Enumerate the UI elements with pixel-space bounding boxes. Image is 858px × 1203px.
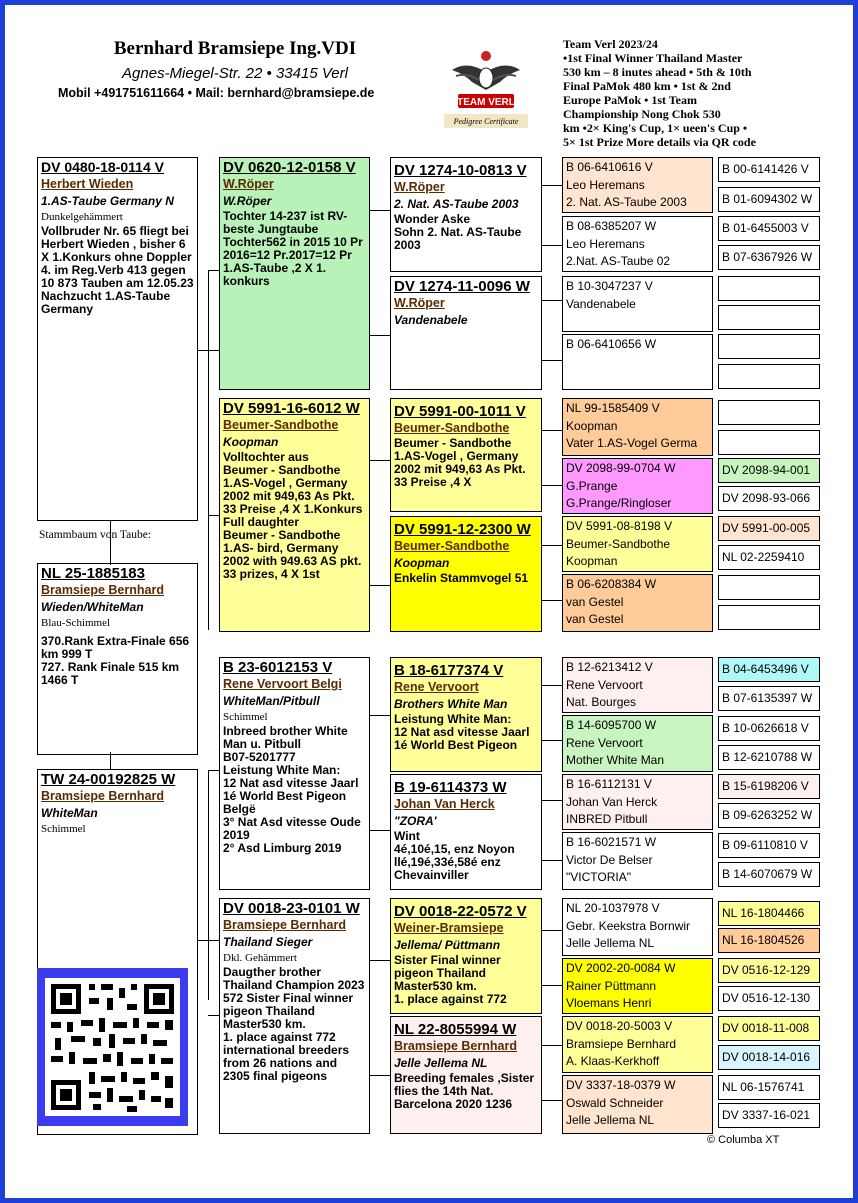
- owner: Beumer-Sandbothe: [394, 539, 510, 553]
- gen3-box-7[interactable]: [390, 898, 542, 1014]
- ring-number: DV 5991-16-6012 W: [223, 400, 360, 417]
- gen5-box-20[interactable]: B 12-6210788 W: [718, 745, 820, 770]
- pigeon-description: Enkelin Stammvogel 51: [394, 571, 529, 585]
- ring-number: DV 5991-00-1011 V: [394, 403, 526, 420]
- pigeon-description: Wonder Aske Sohn 2. Nat. AS-Taube 2003: [394, 212, 522, 252]
- breeder-name: Bernhard Bramsiepe Ing.VDI: [113, 38, 357, 59]
- owner: Bramsiepe Bernhard: [41, 583, 164, 597]
- gen4-box-1[interactable]: B 06-6410616 V Leo Heremans 2. Nat. AS-Taube 2003: [562, 157, 713, 213]
- pigeon-name: WhiteMan: [41, 806, 98, 820]
- pigeon-name: Koopman: [223, 435, 279, 449]
- pigeon-name: Wieden/WhiteMan: [41, 600, 144, 614]
- pigeon-description: Wint 4é,10é,15, enz Noyon llé,19é,33é,58é enz Chevainviller: [394, 829, 515, 882]
- gen2-box-3[interactable]: [219, 657, 370, 890]
- gen3-box-4[interactable]: [390, 516, 542, 632]
- owner: W.Röper: [394, 180, 445, 194]
- gen4-box-3[interactable]: B 10-3047237 V Vandenabele: [562, 276, 713, 332]
- team-verl-logo: [442, 42, 530, 130]
- copyright-text: © Columba XT: [707, 1134, 780, 1146]
- gen3-box-1[interactable]: [390, 157, 542, 272]
- owner: W.Röper: [223, 177, 274, 191]
- pigeon-name: 1.AS-Taube Germany N: [41, 194, 174, 208]
- ring-number: B 23-6012153 V: [223, 659, 333, 676]
- ring-number: TW 24-00192825 W: [41, 771, 176, 788]
- pigeon-name: Thailand Sieger: [223, 935, 313, 949]
- gen5-box-15[interactable]: [718, 575, 820, 600]
- gen4-box-10[interactable]: B 14-6095700 W Rene Vervoort Mother White Man: [562, 715, 713, 772]
- gen5-box-9[interactable]: [718, 400, 820, 425]
- gen4-box-6[interactable]: DV 2098-99-0704 W G.Prange G.Prange/Ringloser: [562, 458, 713, 514]
- gen4-box-7[interactable]: DV 5991-08-8198 V Beumer-Sandbothe Koopman: [562, 516, 713, 572]
- pigeon-description: Inbreed brother White Man u. Pitbull B07-5201777 Leistung White Man: 12 Nat asd vitesse Jaarl 1é World Best Pigeon Belgë 3° Nat Asd vitesse Oude 2019 2° Asd Limburg 2019: [223, 724, 361, 855]
- gen5-box-12[interactable]: DV 2098-93-066: [718, 486, 820, 511]
- owner: Weiner-Bramsiepe: [394, 921, 504, 935]
- gen5-box-19[interactable]: B 10-0626618 V: [718, 716, 820, 741]
- pigeon-color: Blau-Schimmel: [41, 617, 111, 629]
- gen5-box-26[interactable]: NL 16-1804526: [718, 928, 820, 953]
- gen5-box-18[interactable]: B 07-6135397 W: [718, 686, 820, 711]
- gen4-box-15[interactable]: DV 0018-20-5003 V Bramsiepe Bernhard A. Klaas-Kerkhoff: [562, 1016, 713, 1073]
- sire-box[interactable]: [37, 157, 198, 521]
- gen5-box-25[interactable]: NL 16-1804466: [718, 901, 820, 926]
- owner: Johan Van Herck: [394, 797, 495, 811]
- pigeon-description: Leistung White Man: 12 Nat asd vitesse Jaarl 1é World Best Pigeon: [394, 712, 530, 752]
- pigeon-description: 370.Rank Extra-Finale 656 km 999 T 727. Rank Finale 515 km 1466 T: [41, 634, 190, 687]
- breeder-address: Agnes-Miegel-Str. 22 • 33415 Verl: [122, 65, 348, 82]
- breeder-contact: Mobil +491751611664 • Mail: bernhard@bramsiepe.de: [58, 86, 375, 100]
- gen5-box-4[interactable]: B 07-6367926 W: [718, 245, 820, 270]
- gen4-box-2[interactable]: B 08-6385207 W Leo Heremans 2.Nat. AS-Taube 02: [562, 216, 713, 272]
- pigeon-description: Volltochter aus Beumer - Sandbothe 1.AS-Vogel , Germany 2002 mit 949,63 As Pkt. 33 Preise ,4 X 1.Konkurs Full daughter Beumer - Sandbothe 1.AS- bird, Germany 2002 with 949.63 AS pkt. 33 prizes, 4 X 1st: [223, 450, 363, 581]
- gen4-box-8[interactable]: B 06-6208384 W van Gestel van Gestel: [562, 574, 713, 632]
- ring-number: NL 22-8055994 W: [394, 1021, 517, 1038]
- gen3-box-6[interactable]: [390, 774, 542, 890]
- pigeon-description: Breeding females ,Sister flies the 14th Nat. Barcelona 2020 1236: [394, 1071, 535, 1111]
- ring-number: DV 0480-18-0114 V: [41, 159, 164, 175]
- pigeon-description: Sister Final winner pigeon Thailand Master530 km. 1. place against 772: [394, 953, 507, 1006]
- gen5-box-32[interactable]: DV 3337-16-021: [718, 1103, 820, 1128]
- gen4-box-12[interactable]: B 16-6021571 W Victor De Belser "VICTORIA": [562, 832, 713, 890]
- gen5-box-2[interactable]: B 01-6094302 W: [718, 187, 820, 212]
- gen4-box-9[interactable]: B 12-6213412 V Rene Vervoort Nat. Bourges: [562, 657, 713, 713]
- owner: Bramsiepe Bernhard: [223, 918, 346, 932]
- gen4-box-13[interactable]: NL 20-1037978 V Gebr. Keekstra Bornwir Jelle Jellema NL: [562, 898, 713, 956]
- pigeon-color: Dunkelgehämmert: [41, 211, 123, 223]
- pigeon-color: Dkl. Gehämmert: [223, 952, 297, 964]
- ring-number: DV 1274-10-0813 V: [394, 162, 527, 179]
- pigeon-name: Brothers White Man: [394, 697, 508, 711]
- pigeon-name: Jelle Jellema NL: [394, 1056, 488, 1070]
- ring-number: DV 0018-22-0572 V: [394, 903, 527, 920]
- pigeon-description: Daugther brother Thailand Champion 2023 572 Sister Final winner pigeon Thailand Master530 km. 1. place against 772 international breeders from 26 nations and 2305 final pigeons: [223, 965, 365, 1083]
- gen5-box-1[interactable]: B 00-6141426 V: [718, 157, 820, 182]
- gen2-box-2[interactable]: [219, 398, 370, 632]
- gen3-box-5[interactable]: [390, 657, 542, 772]
- pigeon-name: Koopman: [394, 556, 450, 570]
- ring-number: B 18-6177374 V: [394, 662, 504, 679]
- owner: Beumer-Sandbothe: [223, 418, 339, 432]
- pigeon-color: Schimmel: [41, 823, 86, 835]
- ring-number: DV 0620-12-0158 V: [223, 159, 356, 176]
- gen5-box-10[interactable]: [718, 430, 820, 455]
- pigeon-name: "ZORA': [394, 814, 437, 828]
- gen5-box-21[interactable]: B 15-6198206 V: [718, 774, 820, 799]
- gen4-box-11[interactable]: B 16-6112131 V Johan Van Herck INBRED Pitbull: [562, 774, 713, 830]
- owner: Herbert Wieden: [41, 177, 134, 191]
- ring-number: DV 5991-12-2300 W: [394, 521, 531, 538]
- gen4-box-16[interactable]: DV 3337-18-0379 W Oswald Schneider Jelle Jellema NL: [562, 1075, 713, 1134]
- gen5-box-6[interactable]: [718, 305, 820, 330]
- gen5-box-29[interactable]: DV 0018-11-008: [718, 1016, 820, 1041]
- logo-text: TEAM VERL: [457, 97, 515, 108]
- pigeon-description: Beumer - Sandbothe 1.AS-Vogel , Germany 2002 mit 949,63 As Pkt. 33 Preise ,4 X: [394, 436, 526, 489]
- owner: Rene Vervoort: [394, 680, 479, 694]
- gen5-box-14[interactable]: NL 02-2259410: [718, 545, 820, 570]
- stammbaum-label: Stammbaum von Taube:: [39, 529, 152, 541]
- owner: Rene Vervoort Belgi: [223, 677, 342, 691]
- pigeon-name: WhiteMan/Pitbull: [223, 694, 320, 708]
- gen5-box-16[interactable]: [718, 605, 820, 630]
- owner: W.Röper: [394, 296, 445, 310]
- gen5-box-23[interactable]: B 09-6110810 V: [718, 833, 820, 858]
- gen5-box-31[interactable]: NL 06-1576741: [718, 1075, 820, 1100]
- gen4-box-4[interactable]: B 06-6410656 W: [562, 334, 713, 390]
- gen3-box-2[interactable]: [390, 276, 542, 390]
- gen5-box-3[interactable]: B 01-6455003 V: [718, 216, 820, 241]
- gen5-box-30[interactable]: DV 0018-14-016: [718, 1045, 820, 1070]
- gen5-box-24[interactable]: B 14-6070679 W: [718, 862, 820, 887]
- pigeon-description: Vollbruder Nr. 65 fliegt bei Herbert Wieden , bisher 6 X 1.Konkurs ohne Doppler 4. im Reg.Verb 413 gegen 10 873 Tauben am 12.05.23 Nachzucht 1.AS-Taube Germany: [41, 224, 194, 316]
- pigeon-name: W.Röper: [223, 194, 272, 208]
- gen5-box-17[interactable]: B 04-6453496 V: [718, 657, 820, 682]
- pigeon-description: Tochter 14-237 ist RV-beste Jungtaube Tochter562 in 2015 10 Pr 2016=12 Pr.2017=12 Pr 1.AS-Taube ,2 X 1. konkurs: [223, 209, 363, 288]
- gen5-box-27[interactable]: DV 0516-12-129: [718, 958, 820, 983]
- gen3-box-8[interactable]: [390, 1016, 542, 1134]
- gen4-box-5[interactable]: NL 99-1585409 V Koopman Vater 1.AS-Vogel Germa: [562, 398, 713, 456]
- pigeon-name: 2. Nat. AS-Taube 2003: [394, 197, 519, 211]
- qr-code[interactable]: [37, 968, 188, 1126]
- pigeon-name: Jellema/ Püttmann: [394, 938, 501, 952]
- announcement-text: Team Verl 2023/24 •1st Final Winner Thailand Master 530 km – 8 inutes ahead • 5th & 10th Final PaMok 480 km • 1st & 2nd Europe PaMok • 1st Team Championship Nong Chok 530 km •2× King's Cup, 1× ueen's Cup • 5× 1st Prize More details via QR code: [563, 37, 756, 149]
- owner: Beumer-Sandbothe: [394, 421, 510, 435]
- ring-number: DV 0018-23-0101 W: [223, 900, 360, 917]
- ring-number: DV 1274-11-0096 W: [394, 278, 530, 295]
- gen5-box-22[interactable]: B 09-6263252 W: [718, 803, 820, 828]
- gen5-box-28[interactable]: DV 0516-12-130: [718, 986, 820, 1011]
- gen2-box-1[interactable]: [219, 157, 370, 390]
- gen5-box-8[interactable]: [718, 364, 820, 389]
- owner: Bramsiepe Bernhard: [394, 1039, 517, 1053]
- pigeon-name: Vandenabele: [394, 313, 468, 327]
- ring-number: NL 25-1885183: [41, 565, 145, 582]
- ring-number: B 19-6114373 W: [394, 779, 507, 796]
- gen5-box-5[interactable]: [718, 276, 820, 301]
- pigeon-color: Schimmel: [223, 711, 268, 723]
- gen4-box-14[interactable]: DV 2002-20-0084 W Rainer Püttmann Vloemans Henri: [562, 958, 713, 1014]
- gen2-box-4[interactable]: [219, 898, 370, 1134]
- gen5-box-7[interactable]: [718, 334, 820, 359]
- logo-caption: Pedigree Certificate: [453, 117, 519, 126]
- subject-box[interactable]: [37, 563, 198, 755]
- gen5-box-13[interactable]: DV 5991-00-005: [718, 516, 820, 541]
- gen5-box-11[interactable]: DV 2098-94-001: [718, 458, 820, 483]
- gen3-box-3[interactable]: [390, 398, 542, 512]
- owner: Bramsiepe Bernhard: [41, 789, 164, 803]
